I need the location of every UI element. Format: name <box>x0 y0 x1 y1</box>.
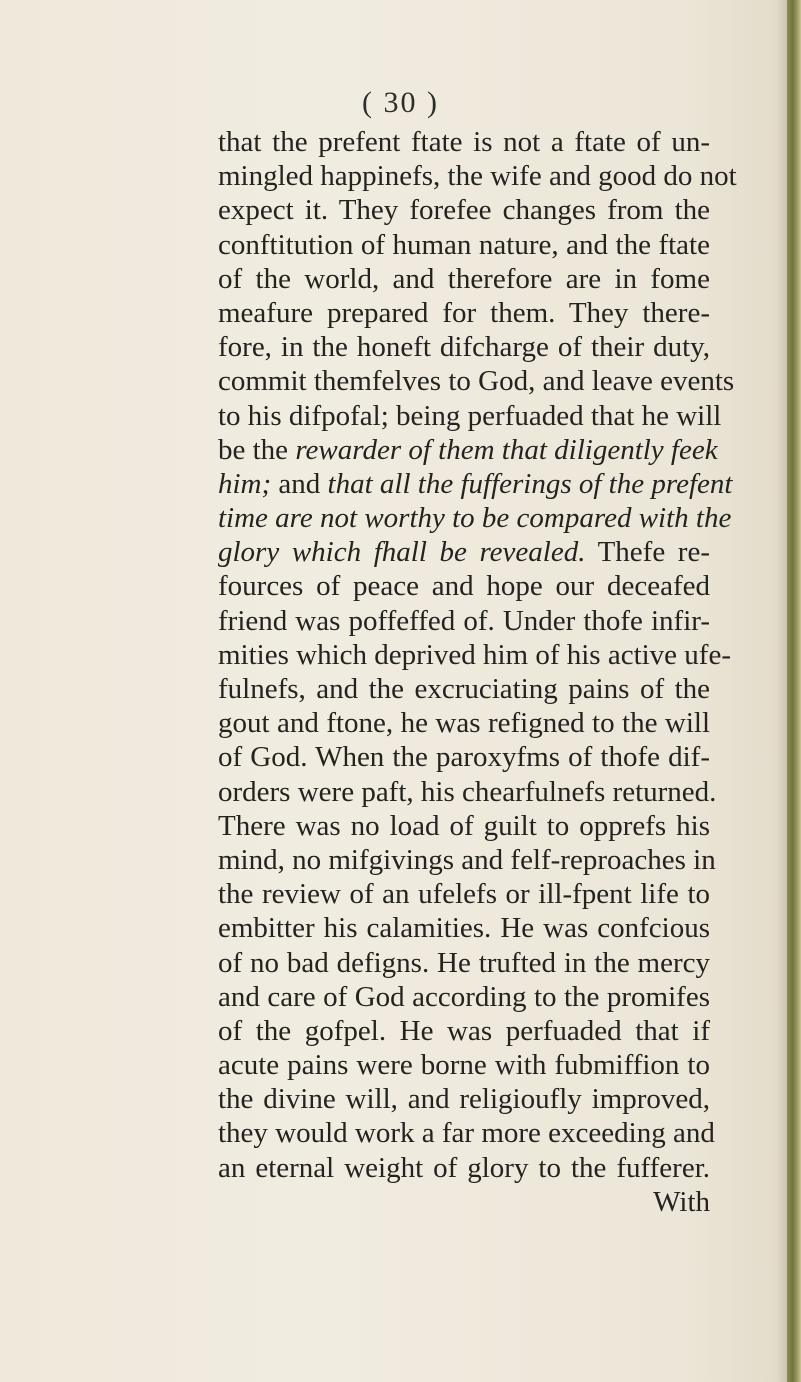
text-line: mities which deprived him of his active ufe- <box>218 638 731 671</box>
page-number: ( 30 ) <box>362 86 439 119</box>
text-line: fore, in the honeft difcharge of their duty, <box>218 331 710 364</box>
text-line: of the gofpel. He was perfuaded that if <box>218 1014 710 1047</box>
text-line: and care of God according to the promifes <box>218 980 710 1013</box>
body-text <box>218 125 737 1219</box>
text-line: gout and ftone, he was refigned to the will <box>218 707 710 740</box>
text-line: they would work a far more exceeding and <box>218 1117 715 1150</box>
text-line: of no bad defigns. He trufted in the mercy <box>218 946 710 979</box>
text-line: commit themfelves to God, and leave events <box>218 365 735 398</box>
text-line-mixed <box>218 433 718 467</box>
page-edge <box>787 0 801 1382</box>
italic-text: glory which fhall be revealed. <box>218 536 586 569</box>
plain-text: and <box>271 467 328 500</box>
text-line: friend was poffeffed of. Under thofe infir- <box>218 604 710 637</box>
text-line: that the prefent ftate is not a ftate of un- <box>218 126 710 158</box>
italic-text: time are not worthy to be compared with the <box>218 502 732 535</box>
catchword: With <box>653 1185 710 1218</box>
text-line: expect it. They forefee changes from the <box>218 194 710 227</box>
text-line: of God. When the paroxyfms of thofe dif- <box>218 741 710 774</box>
plain-text: be the <box>218 433 296 466</box>
text-line-mixed <box>218 535 710 569</box>
text-line-mixed <box>218 467 733 501</box>
text-line-mixed <box>218 501 732 535</box>
text-line: fulnefs, and the excruciating pains of the <box>218 673 710 705</box>
italic-text: him; <box>218 467 272 500</box>
italic-text: rewarder of them that diligently feek <box>295 433 718 466</box>
text-line: embitter his calamities. He was confcious <box>218 912 710 945</box>
text-line: conftitution of human nature, and the ftate <box>218 228 710 261</box>
plain-text: Thefe re- <box>585 536 710 569</box>
text-line: There was no load of guilt to opprefs his <box>218 809 710 842</box>
text-line: fources of peace and hope our deceafed <box>218 570 710 603</box>
text-line: mingled happinefs, the wife and good do not <box>218 160 737 193</box>
italic-text: that all the fufferings of the prefent <box>327 467 733 500</box>
text-line: to his difpofal; being perfuaded that he will <box>218 399 722 432</box>
text-line: mind, no mifgivings and felf-reproaches in <box>218 843 716 876</box>
page-gutter-shadow <box>777 0 787 1382</box>
text-line: acute pains were borne with fubmiffion to <box>218 1049 710 1082</box>
text-line: the divine will, and religioufly improved, <box>218 1083 710 1116</box>
text-line: an eternal weight of glory to the fufferer. <box>218 1151 710 1184</box>
text-line: of the world, and therefore are in fome <box>218 262 710 295</box>
text-line: meafure prepared for them. They there- <box>218 296 710 329</box>
text-line: orders were paft, his chearfulnefs returned. <box>218 775 717 808</box>
text-line: the review of an ufelefs or ill-fpent life to <box>218 878 710 911</box>
